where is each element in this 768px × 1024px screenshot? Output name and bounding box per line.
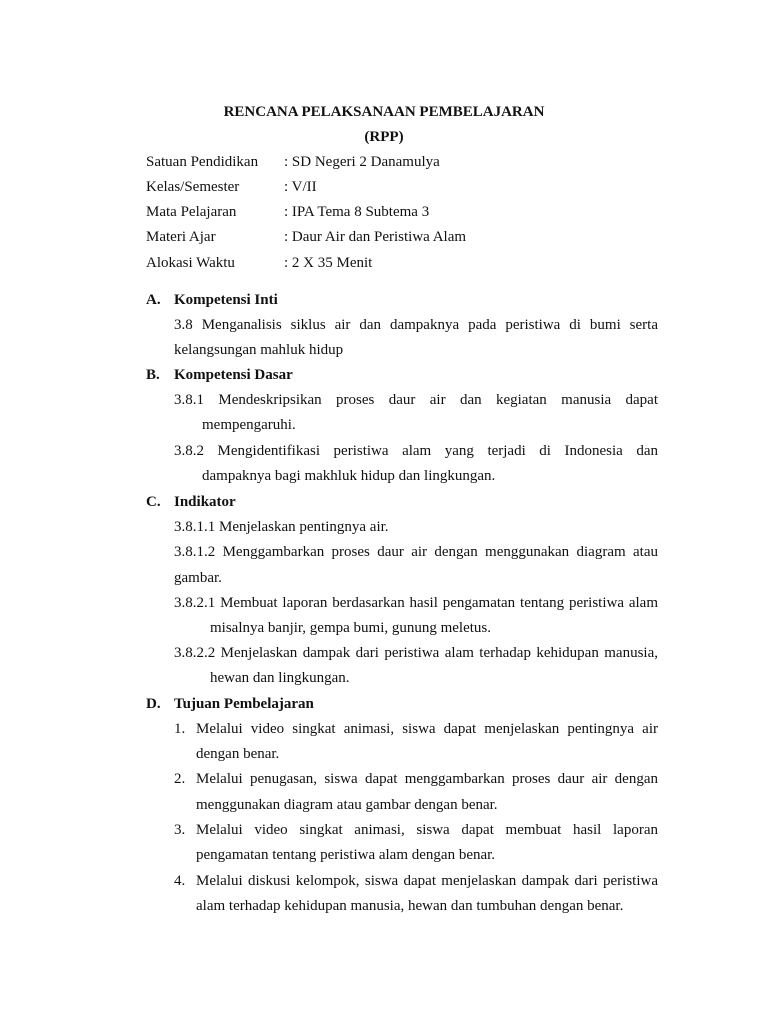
meta-label: Mata Pelajaran [146,204,237,220]
list-number: 2. [174,771,186,787]
section-letter: A. [146,292,161,308]
list-number: 4. [174,873,186,889]
list-item-line: mempengaruhi. [202,417,296,433]
list-item-line: gambar. [174,570,222,586]
section-title: Indikator [174,494,236,510]
list-number: 1. [174,721,186,737]
page-subtitle: (RPP) [364,129,404,145]
list-item-line: dampaknya bagi makhluk hidup dan lingkungan. [202,468,496,484]
list-item-line: 3.8.1.2 Menggambarkan proses daur air dengan menggunakan diagram atau [174,544,658,560]
meta-label: Satuan Pendidikan [146,154,259,170]
list-number: 3. [174,822,186,838]
list-item-line: pengamatan tentang peristiwa alam dengan benar. [196,847,496,863]
section-letter: B. [146,367,160,383]
meta-value: : V/II [284,179,317,195]
meta-value: : SD Negeri 2 Danamulya [284,154,440,170]
meta-label: Alokasi Waktu [146,255,235,271]
list-item-line: 3.8.2 Mengidentifikasi peristiwa alam yang terjadi di Indonesia dan [174,443,658,459]
list-item-line: dengan benar. [196,746,280,762]
section-letter: C. [146,494,161,510]
section-title: Kompetensi Dasar [174,367,293,383]
paragraph-line: kelangsungan mahluk hidup [174,342,344,358]
list-item-line: misalnya banjir, gempa bumi, gunung meletus. [210,620,492,636]
list-item-line: Melalui diskusi kelompok, siswa dapat menjelaskan dampak dari peristiwa [196,873,658,889]
list-item-line: 3.8.2.2 Menjelaskan dampak dari peristiwa alam terhadap kehidupan manusia, [174,645,658,661]
section-title: Tujuan Pembelajaran [174,696,314,712]
meta-value: : IPA Tema 8 Subtema 3 [284,204,430,220]
list-item-line: 3.8.1 Mendeskripsikan proses daur air dan kegiatan manusia dapat [174,392,658,408]
paragraph-line: 3.8 Menganalisis siklus air dan dampaknya pada peristiwa di bumi serta [174,317,658,333]
meta-value: : 2 X 35 Menit [284,255,373,271]
list-item-line: 3.8.2.1 Membuat laporan berdasarkan hasil pengamatan tentang peristiwa alam [174,595,658,611]
meta-value: : Daur Air dan Peristiwa Alam [284,229,467,245]
section-title: Kompetensi Inti [174,292,278,308]
list-item-line: Melalui penugasan, siswa dapat menggambarkan proses daur air dengan [196,771,658,787]
section-letter: D. [146,696,161,712]
list-item-line: alam terhadap kehidupan manusia, hewan dan tumbuhan dengan benar. [196,898,624,914]
meta-label: Materi Ajar [146,229,216,245]
list-item-line: hewan dan lingkungan. [210,670,350,686]
list-item-line: Melalui video singkat animasi, siswa dapat menjelaskan pentingnya air [196,721,658,737]
page-title: RENCANA PELAKSANAAN PEMBELAJARAN [223,104,545,120]
list-item-line: Melalui video singkat animasi, siswa dapat membuat hasil laporan [196,822,658,838]
meta-label: Kelas/Semester [146,179,240,195]
list-item-line: 3.8.1.1 Menjelaskan pentingnya air. [174,519,389,535]
list-item-line: menggunakan diagram atau gambar dengan benar. [196,797,498,813]
